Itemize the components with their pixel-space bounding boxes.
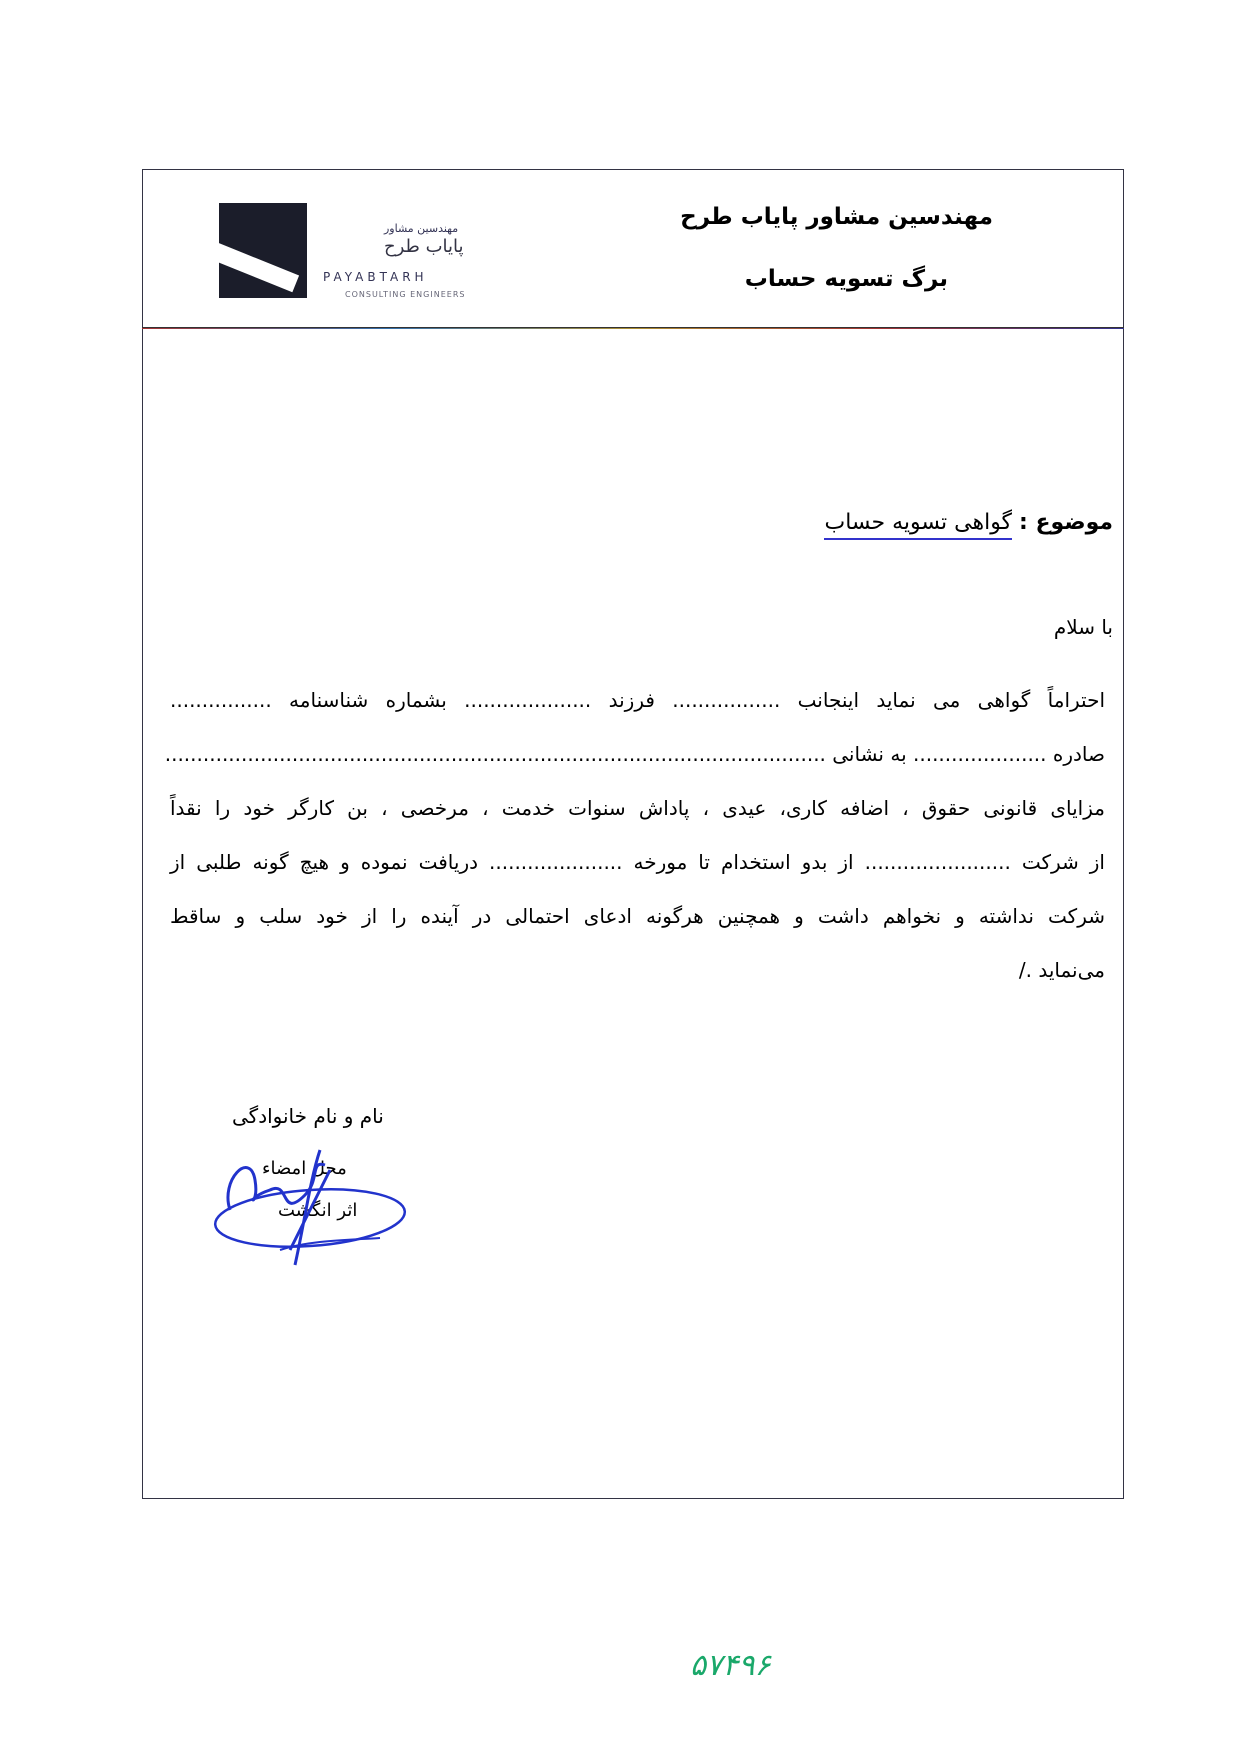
body-line: صادره ..................... به نشانی ........................................................................................................ [164, 742, 1105, 766]
signature-place-label: محل امضاء [262, 1158, 347, 1179]
name-label: نام و نام خانوادگی [232, 1104, 384, 1128]
logo-en-name: PAYABTARH [323, 270, 428, 284]
logo-fa-small: مهندسین مشاور [384, 222, 459, 235]
logo-fa-name: پایاب طرح [384, 236, 464, 257]
subject-line [824, 510, 1113, 535]
closing-line: می‌نماید ./ [1018, 958, 1105, 982]
company-title: مهندسین مشاور پایاب طرح [680, 204, 993, 230]
handwritten-signature [210, 1140, 410, 1280]
subject-value: گواهی تسویه حساب [824, 510, 1012, 540]
subject-label: موضوع : [1019, 510, 1113, 535]
document-number: ۵۷۴۹۶ [690, 1648, 771, 1683]
fingerprint-label: اثر انگشت [278, 1200, 358, 1221]
form-title: برگ تسویه حساب [744, 266, 948, 292]
header-divider [142, 327, 1124, 329]
body-line: احتراماً گواهی می نماید اینجانب ................. فرزند .................... بشماره شناسنامه ................ [170, 688, 1105, 712]
document-frame [142, 169, 1124, 1499]
greeting: با سلام [1053, 615, 1113, 639]
logo-en-sub: CONSULTING ENGINEERS [345, 290, 466, 299]
body-line: شرکت نداشته و نخواهم داشت و همچنین هرگونه ادعای احتمالی در آینده را از خود سلب و ساقط [170, 904, 1105, 928]
body-line: مزایای قانونی حقوق ، اضافه کاری، عیدی ، پاداش سنوات خدمت ، مرخصی ، بن کارگر خود را نقداً [170, 796, 1105, 820]
company-logo-icon [219, 203, 307, 298]
body-line: از شرکت ....................... از بدو استخدام تا مورخه ..................... دریافت نموده و هیچ گونه طلبی از [170, 850, 1105, 874]
